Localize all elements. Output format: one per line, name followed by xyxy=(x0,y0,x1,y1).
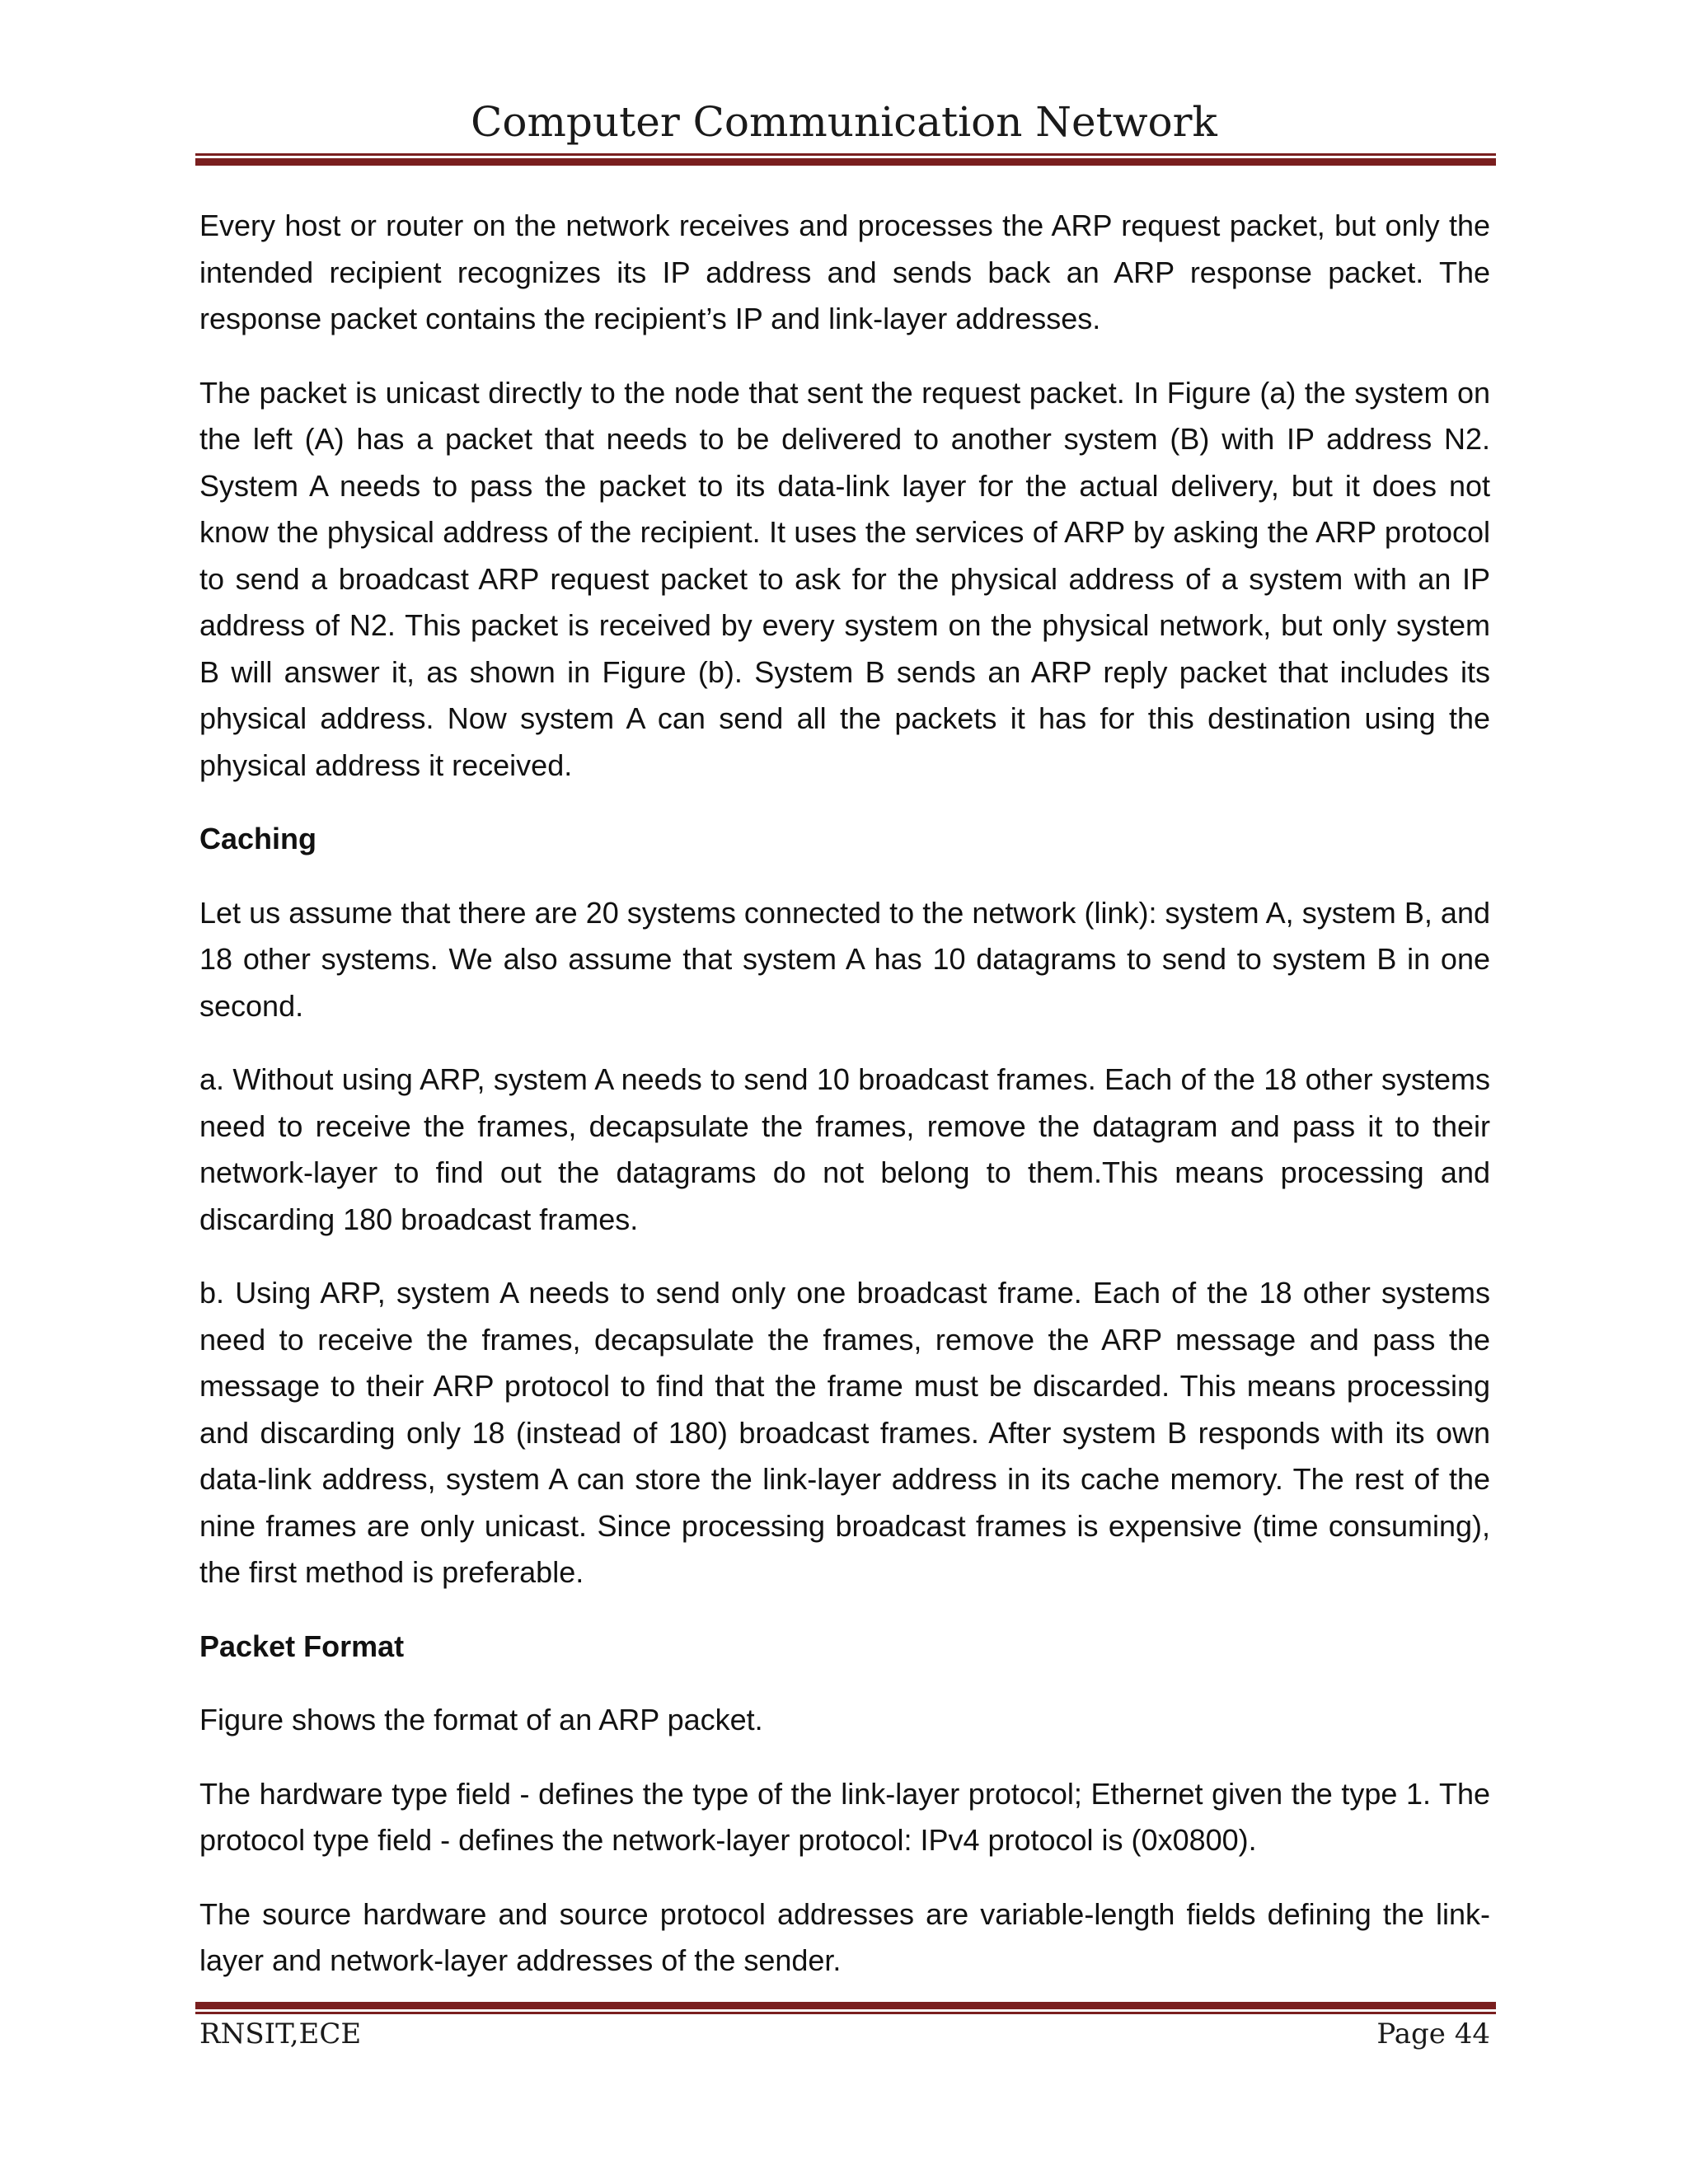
running-header-title: Computer Communication Network xyxy=(471,98,1217,146)
header-rule-thick-line xyxy=(195,158,1496,166)
paragraph-unicast-explanation: The packet is unicast directly to the node that sent the request packet. In Figure (a) the system on the left (A) has a packet that needs to be delivered to another system (B) with IP address N2. System A needs to pass the packet to its data-link layer for the actual delivery, but it does not know the physical address of the recipient. It uses the services of ARP by asking the ARP protocol to send a broadcast ARP request packet to ask for the physical address of a system with an IP address of N2. This packet is received by every system on the physical network, but only system B will answer it, as shown in Figure (b). System B sends an ARP reply packet that includes its physical address. Now system A can send all the packets it has for this destination using the physical address it received. xyxy=(199,375,1490,782)
footer-page-number: Page 44 xyxy=(1376,2018,1490,2050)
paragraph-figure-reference: Figure shows the format of an ARP packet. xyxy=(199,1703,763,1736)
page-body xyxy=(199,203,1490,2012)
paragraph-caching-assumption: Let us assume that there are 20 systems connected to the network (link): system A, system B, and 18 other systems. We also assume that system A has 10 datagrams to send to system B in one second. xyxy=(199,895,1490,1023)
paragraph-hardware-protocol-type: The hardware type field - defines the type of the link-layer protocol; Ethernet given the type 1. The protocol type field - defines the network-layer protocol: IPv4 protocol is (0x0800). xyxy=(199,1776,1490,1857)
footer-rule-thin-line xyxy=(195,2012,1496,2014)
footer-rule-thick-line xyxy=(195,2002,1496,2009)
footer-institution: RNSIT,ECE xyxy=(199,2018,362,2050)
heading-caching: Caching xyxy=(199,822,317,855)
paragraph-source-addresses: The source hardware and source protocol addresses are variable-length fields defining the link-layer and network-layer addresses of the sender. xyxy=(199,1896,1490,1977)
paragraph-using-arp: b. Using ARP, system A needs to send only one broadcast frame. Each of the 18 other systems need to receive the frames, decapsulate the frames, remove the ARP message and pass the message to their ARP protocol to find that the frame must be discarded. This means processing and discarding only 18 (instead of 180) broadcast frames. After system B responds with its own data-link address, system A can store the link-layer address in its cache memory. The rest of the nine frames are only unicast. Since processing broadcast frames is expensive (time consuming), the first method is preferable. xyxy=(199,1276,1490,1589)
paragraph-without-arp: a. Without using ARP, system A needs to send 10 broadcast frames. Each of the 18 other systems need to receive the frames, decapsulate the frames, remove the datagram and pass it to their network-layer to find out the datagrams do not belong to them.This means processing and discarding 180 broadcast frames. xyxy=(199,1062,1490,1236)
paragraph-arp-response: Every host or router on the network receives and processes the ARP request packet, but only the intended recipient recognizes its IP address and sends back an ARP response packet. The response packet contains the recipient’s IP and link-layer addresses. xyxy=(199,209,1490,335)
heading-packet-format: Packet Format xyxy=(199,1629,405,1663)
footer-rule xyxy=(195,2002,1496,2014)
header-rule xyxy=(195,153,1496,166)
